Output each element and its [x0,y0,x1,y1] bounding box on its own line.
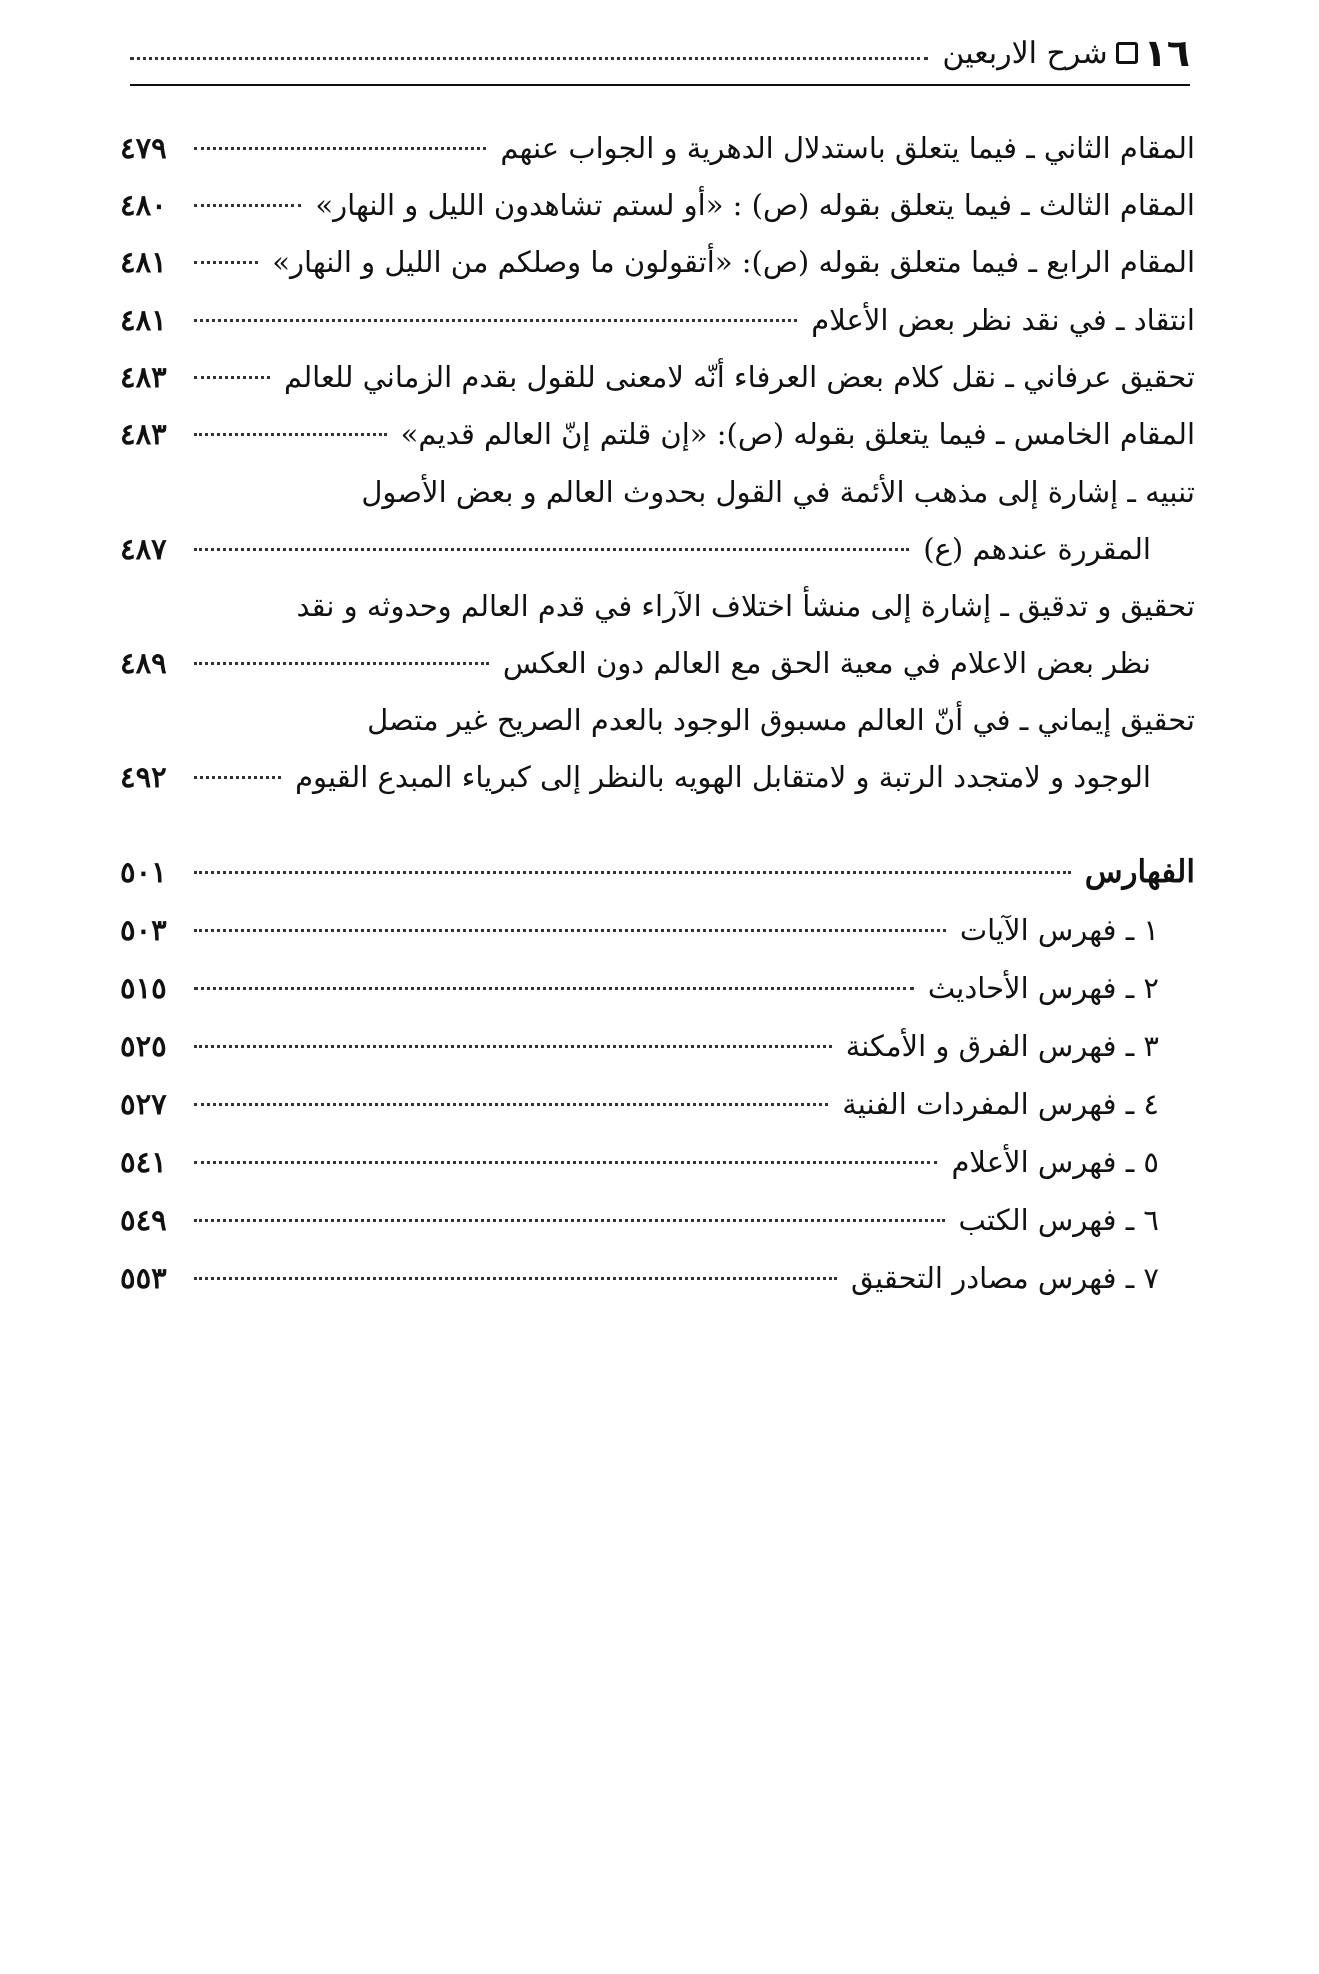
dot-leader [194,319,797,322]
index-item-page: ٥٢٥ [120,1029,167,1063]
toc-entry-title: المقام الخامس ـ فيما يتعلق بقوله (ص): «إن قلتم إنّ العالم قديم» [400,417,1195,451]
toc-entry-title-continued: المقررة عندهم (ع) [923,532,1151,566]
toc-entry[interactable] [120,529,1195,573]
dot-leader [194,662,489,665]
dot-leader [194,1161,937,1164]
toc-entry-page: ٤٨٩ [120,646,167,680]
dot-leader [194,1277,837,1280]
toc-entry-page: ٤٨٧ [120,532,167,566]
toc-entry-title-continued: الوجود و لامتجدد الرتبة و لامتقابل الهويه بالنظر إلى كبرياء المبدع القيوم [295,760,1151,794]
dot-leader [194,548,909,551]
toc-entry-page: ٤٨١ [120,245,167,279]
index-item-title: ٢ ـ فهرس الأحاديث [927,971,1159,1005]
dot-leader [194,433,387,436]
dot-leader [194,1045,832,1048]
dot-leader [194,929,946,932]
index-item-page: ٥٥٣ [120,1261,167,1295]
toc-entry-title: تحقيق إيماني ـ في أنّ العالم مسبوق الوجود بالعدم الصريح غير متصل [367,703,1195,737]
toc-entry[interactable] [120,643,1195,687]
toc-entry[interactable] [120,414,1195,458]
dot-leader [194,987,914,990]
square-ornament-icon [1116,42,1138,64]
index-item-page: ٥١٥ [120,971,167,1005]
index-item[interactable] [120,1084,1195,1128]
toc-entry-title: تنبيه ـ إشارة إلى مذهب الأئمة في القول بحدوث العالم و بعض الأصول [361,475,1195,509]
toc-entry-line1 [120,586,1195,630]
indexes-heading-title: الفهارس [1084,854,1195,890]
toc-entry-line1 [120,472,1195,516]
page-number: ١٦ [1143,31,1190,75]
dot-leader [194,776,281,779]
toc-entry-title: تحقيق عرفاني ـ نقل كلام بعض العرفاء أنّه لامعنى للقول بقدم الزماني للعالم [284,360,1195,394]
toc-entry-title-continued: نظر بعض الاعلام في معية الحق مع العالم دون العكس [502,646,1151,680]
index-item[interactable] [120,968,1195,1012]
index-item-title: ٤ ـ فهرس المفردات الفنية [842,1087,1159,1121]
index-item-title: ٧ ـ فهرس مصادر التحقيق [851,1261,1159,1295]
dot-leader [194,1219,945,1222]
toc-entry[interactable] [120,242,1195,286]
toc-entry-page: ٤٩٢ [120,760,167,794]
toc-entry-title: المقام الثالث ـ فيما يتعلق بقوله (ص) : «أو لستم تشاهدون الليل و النهار» [315,188,1195,222]
header-dot-leader [130,57,928,60]
toc-entry-page: ٤٨٣ [120,417,167,451]
dot-leader [194,147,486,150]
index-item-title: ٦ ـ فهرس الكتب [958,1203,1159,1237]
toc-entry-title: المقام الرابع ـ فيما متعلق بقوله (ص): «أتقولون ما وصلكم من الليل و النهار» [272,245,1195,279]
running-header [130,28,1190,78]
index-item-page: ٥٠٣ [120,913,167,947]
index-item-title: ٥ ـ فهرس الأعلام [951,1145,1159,1179]
toc-entry-page: ٤٧٩ [120,131,167,165]
toc-entry[interactable] [120,300,1195,344]
toc-entry-page: ٤٨٠ [120,188,167,222]
index-item[interactable] [120,1200,1195,1244]
index-item[interactable] [120,1142,1195,1186]
indexes-heading[interactable] [120,852,1195,896]
index-item-page: ٥٤١ [120,1145,167,1179]
toc-entry-title: تحقيق و تدقيق ـ إشارة إلى منشأ اختلاف الآراء في قدم العالم وحدوثه و نقد [296,589,1195,623]
index-item-title: ١ ـ فهرس الآيات [959,913,1159,947]
index-item[interactable] [120,1258,1195,1302]
index-item-title: ٣ ـ فهرس الفرق و الأمكنة [845,1029,1159,1063]
toc-entry-title: المقام الثاني ـ فيما يتعلق باستدلال الدهرية و الجواب عنهم [500,131,1195,165]
toc-entry[interactable] [120,757,1195,801]
dot-leader [194,1103,828,1106]
index-item[interactable] [120,910,1195,954]
index-item-page: ٥٢٧ [120,1087,167,1121]
toc-entry-title: انتقاد ـ في نقد نظر بعض الأعلام [811,303,1195,337]
toc-entry[interactable] [120,357,1195,401]
toc-entry[interactable] [120,185,1195,229]
toc-entry[interactable] [120,128,1195,172]
dot-leader [194,204,301,207]
toc-entry-page: ٤٨٣ [120,360,167,394]
dot-leader [194,376,270,379]
toc-entry-page: ٤٨١ [120,303,167,337]
index-item[interactable] [120,1026,1195,1070]
running-title: شرح الاربعين [942,35,1108,71]
header-rule [130,84,1190,86]
indexes-heading-page: ٥٠١ [120,855,167,889]
dot-leader [194,261,258,264]
toc-entry-line1 [120,700,1195,744]
dot-leader [194,871,1071,874]
index-item-page: ٥٤٩ [120,1203,167,1237]
